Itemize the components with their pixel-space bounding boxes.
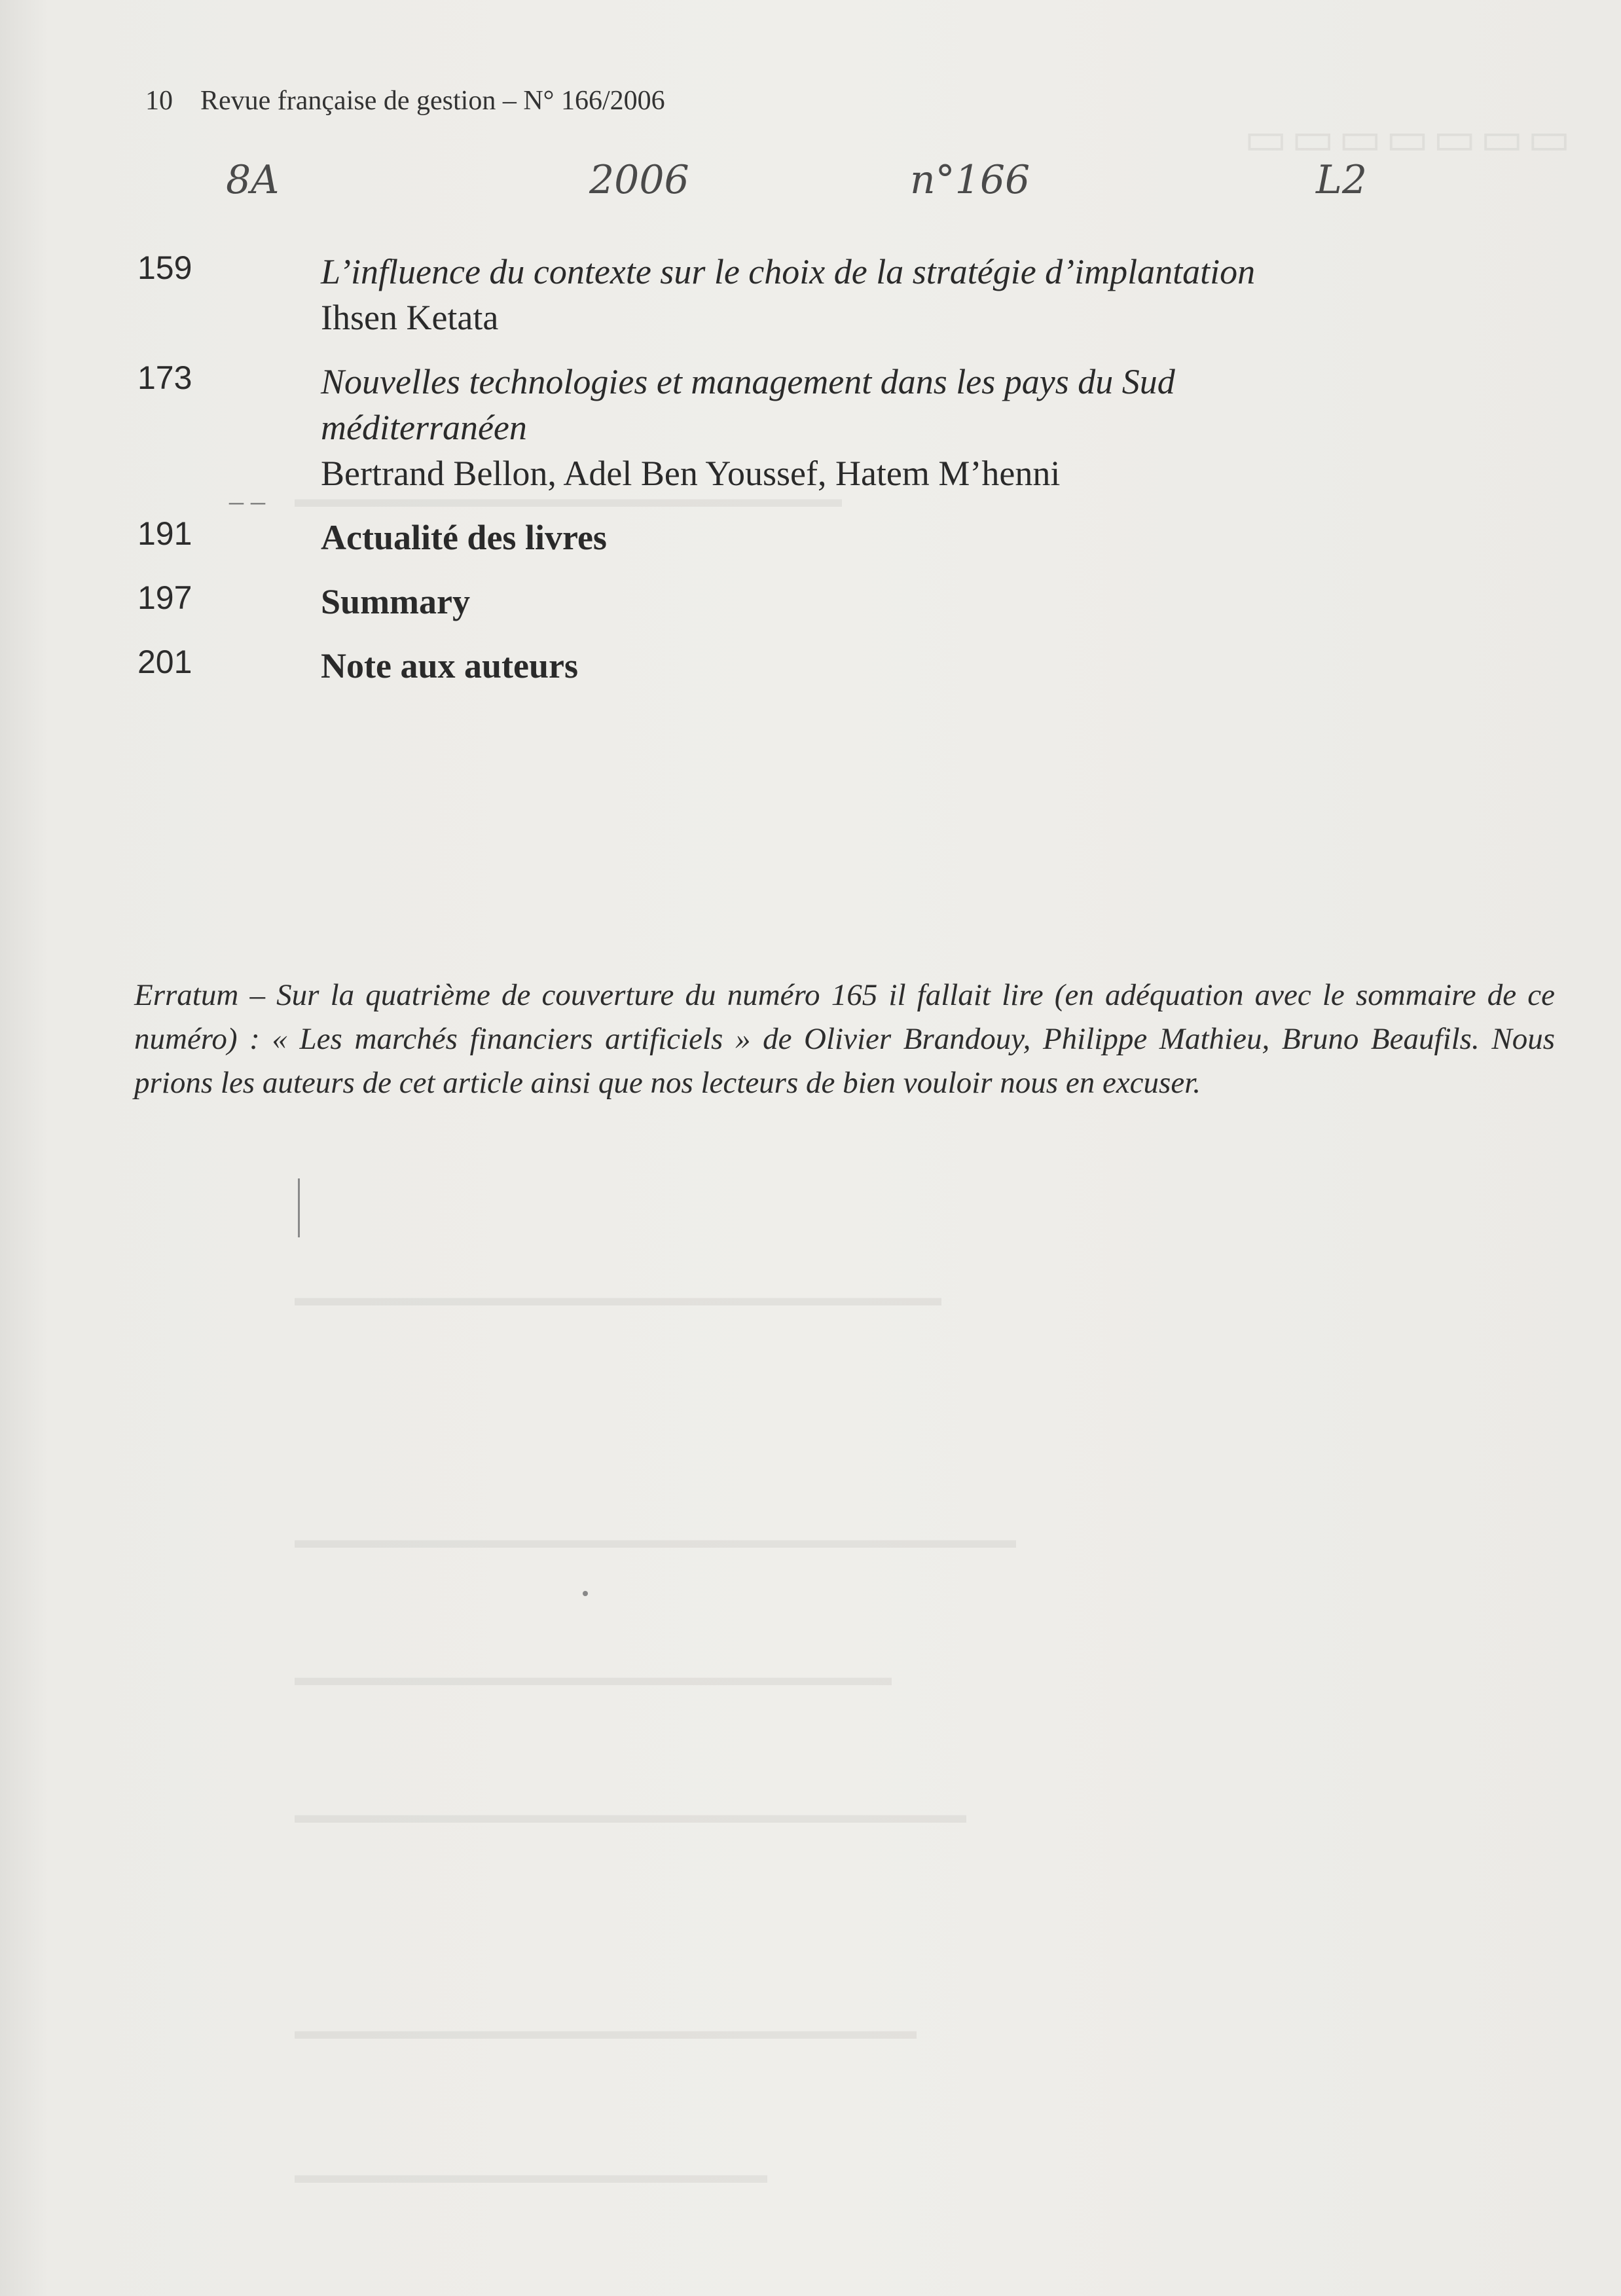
show-through-line: ▬▬▬▬▬▬▬▬▬▬▬▬▬▬▬▬▬▬▬▬▬▬▬▬▬▬▬▬▬ xyxy=(295,1526,1016,1554)
erratum-note: Erratum – Sur la quatrième de couverture du numéro 165 il fallait lire (en adéquation avec le sommaire de ce numéro) : « Les marchés financiers artificiels » de Olivier Brandouy, Philippe Mathieu, Bruno Beaufils. Nous prions les auteurs de cet article ainsi que nos lecteurs de bien vouloir nous en excuser. xyxy=(134,978,1555,1100)
toc-section-heading: Summary xyxy=(321,582,470,621)
toc-page-number: 201 xyxy=(137,644,192,680)
show-through-line: ▬▬▬▬▬▬▬▬▬▬▬▬▬▬▬▬▬▬▬▬▬▬▬▬▬▬ xyxy=(295,1284,941,1311)
toc-page-number: 173 xyxy=(137,359,192,396)
show-through-line: ▬▬▬▬▬▬▬▬▬▬▬▬▬▬▬▬▬▬▬ xyxy=(295,2161,767,2189)
pencil-mark xyxy=(298,1178,300,1237)
toc-entry xyxy=(137,249,1512,340)
show-through-heading: ▭▭▭▭▭▭▭ xyxy=(1244,114,1575,164)
toc-article-title: Nouvelles technologies et management dans les pays du Sud méditerranéen xyxy=(321,362,1175,447)
speck xyxy=(583,1591,588,1596)
page-number: 10 xyxy=(145,86,173,116)
running-header xyxy=(145,85,665,117)
toc-article-authors: Bertrand Bellon, Adel Ben Youssef, Hatem M’henni xyxy=(321,454,1061,493)
show-through-line: ▬▬▬▬▬▬▬▬▬▬▬▬▬▬▬▬▬▬▬▬▬▬ xyxy=(295,485,842,513)
handwritten-note: n°166 xyxy=(910,157,1030,203)
toc-page-number: 197 xyxy=(137,579,192,616)
toc-article-title: L’influence du contexte sur le choix de la stratégie d’implantation xyxy=(321,252,1256,291)
toc-entry xyxy=(137,359,1512,496)
toc-entry xyxy=(137,515,1512,560)
handwritten-note: L2 xyxy=(1316,157,1368,203)
toc-entry xyxy=(137,643,1512,689)
toc-page-number: 159 xyxy=(137,249,192,286)
show-through-line: ▬▬▬▬▬▬▬▬▬▬▬▬▬▬▬▬▬▬▬▬▬▬▬▬▬ xyxy=(295,2017,917,2045)
toc-article-authors: Ihsen Ketata xyxy=(321,298,499,337)
handwritten-note: 2006 xyxy=(589,157,689,203)
toc-section-heading: Note aux auteurs xyxy=(321,646,578,685)
handwritten-note: 8A xyxy=(226,157,280,203)
toc-page-number: 191 xyxy=(137,515,192,552)
toc-entry xyxy=(137,579,1512,625)
toc-section-heading: Actualité des livres xyxy=(321,518,607,557)
journal-title: Revue française de gestion – N° 166/2006 xyxy=(200,86,665,116)
pencil-mark: – – xyxy=(229,485,265,517)
table-of-contents xyxy=(137,249,1512,707)
show-through-line: ▬▬▬▬▬▬▬▬▬▬▬▬▬▬▬▬▬▬▬▬▬▬▬▬▬▬▬ xyxy=(295,1801,966,1829)
show-through-line: ▬▬▬▬▬▬▬▬▬▬▬▬▬▬▬▬▬▬▬▬▬▬▬▬ xyxy=(295,1664,892,1691)
